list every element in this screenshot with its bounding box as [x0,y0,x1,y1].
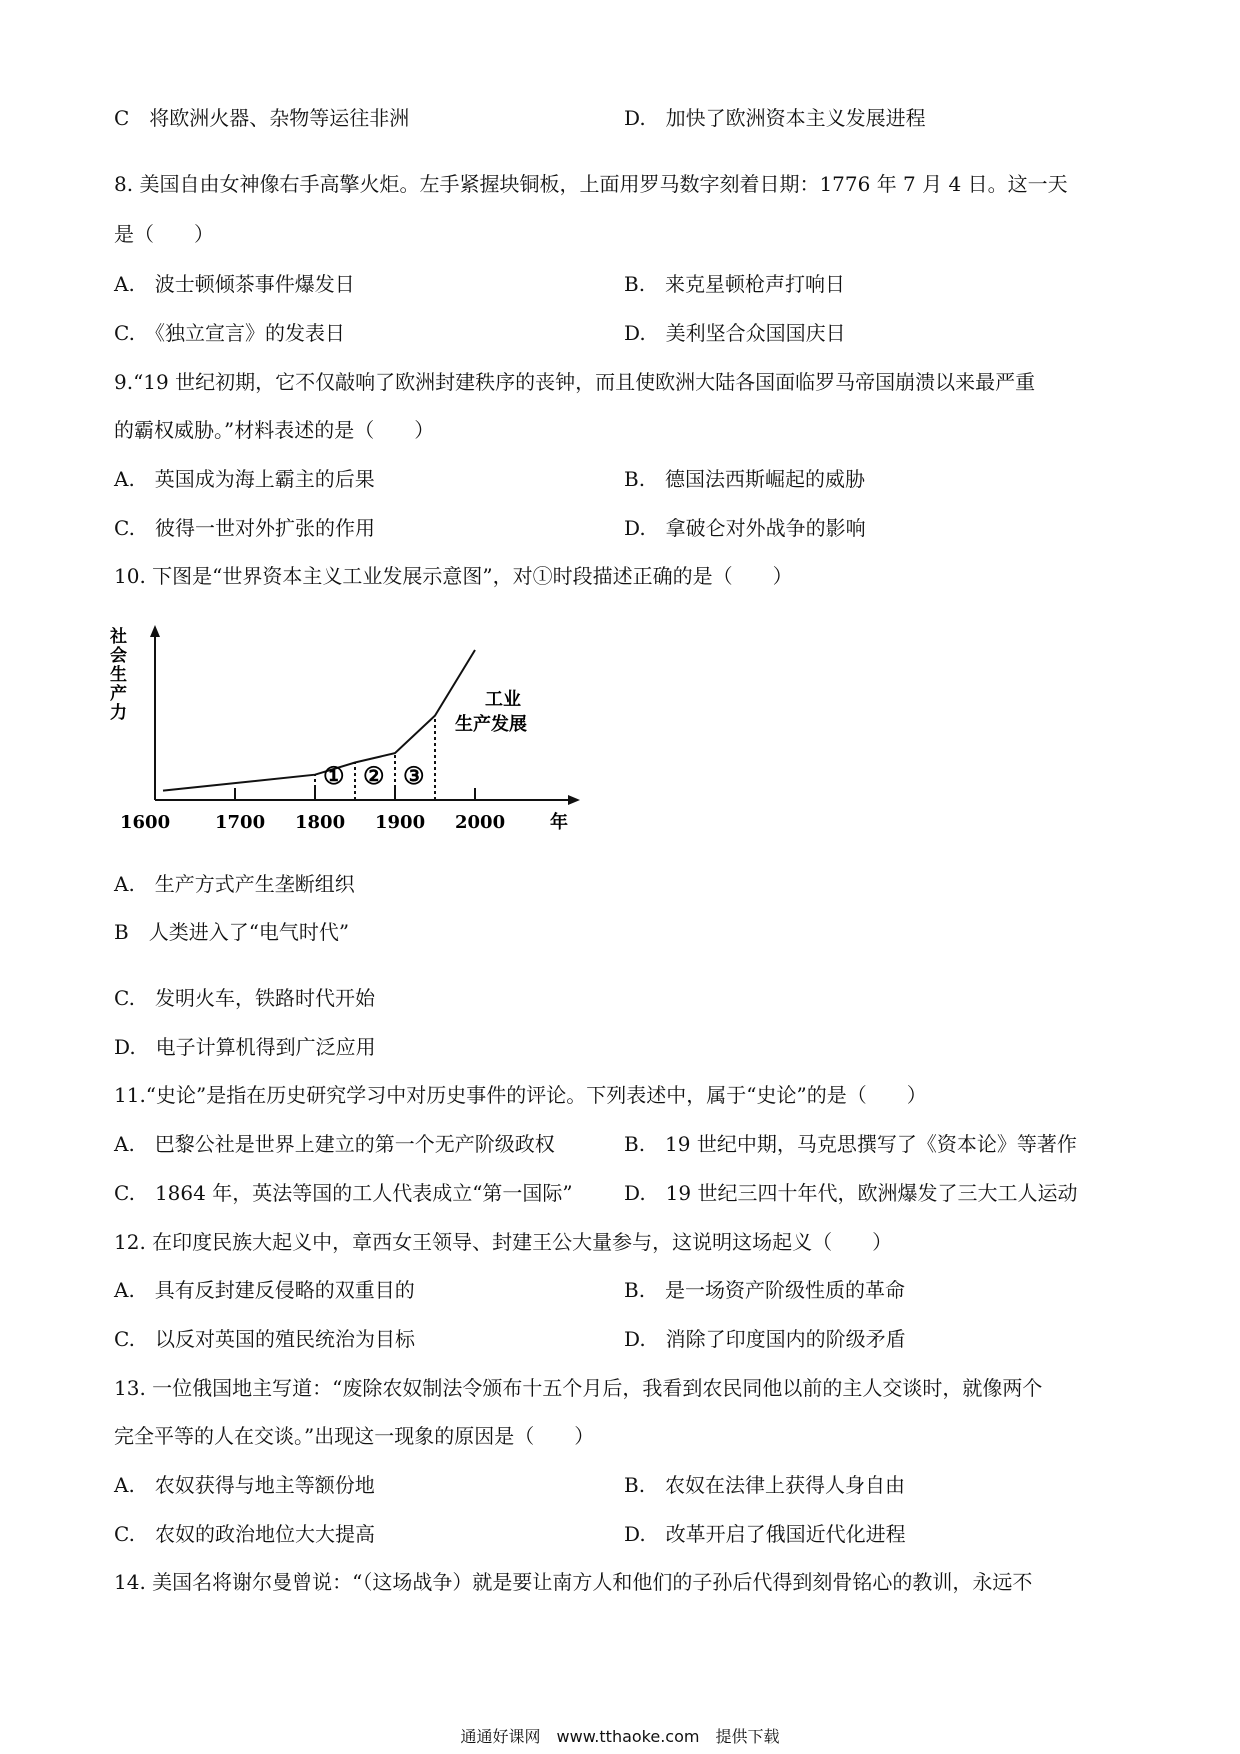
x-tick-label: 2000 [455,812,506,833]
q14-stem-line1: 14. 美国名将谢尔曼曾说：“（这场战争）就是要让南方人和他们的子孙后代得到刻骨铭心的教训，永远不 [114,1570,1033,1594]
q13-option-d: D. 改革开启了俄国近代化进程 [624,1522,906,1546]
y-axis-label-char: 社 [110,627,127,647]
q8-option-b: B. 来克星顿枪声打响日 [624,272,846,296]
q9-stem-line2: 的霸权威胁。”材料表述的是（ ） [114,418,435,442]
q12-stem: 12. 在印度民族大起义中，章西女王领导、封建王公大量参与，这说明这场起义（ ） [114,1230,893,1254]
page-footer: 通通好课网 www.tthaoke.com 提供下载 [460,1727,780,1746]
x-tick-label: 1700 [215,812,266,833]
chart-line [163,650,475,791]
q10-option-b: B 人类进入了“电气时代” [114,920,350,944]
curve-label-line2: 生产发展 [455,714,527,735]
x-tick-label: 1800 [295,812,346,833]
q13-option-b: B. 农奴在法律上获得人身自由 [624,1473,906,1497]
chart-labels [110,626,527,790]
q12-option-b: B. 是一场资产阶级性质的革命 [624,1278,906,1302]
y-axis-arrow [150,625,160,637]
period-label: ② [363,761,385,790]
curve-label-line1: 工业 [485,689,521,710]
y-axis-label-char: 生 [110,665,127,685]
q10-option-a: A. 生产方式产生垄断组织 [114,872,355,896]
q9-option-a: A. 英国成为海上霸主的后果 [114,467,375,491]
q13-stem-line1: 13. 一位俄国地主写道：“废除农奴制法令颁布十五个月后，我看到农民同他以前的主人交谈时，就像两个 [114,1376,1043,1400]
y-axis-label-char: 产 [110,684,127,704]
q8-option-d: D. 美利坚合众国国庆日 [624,321,846,345]
q10-stem: 10. 下图是“世界资本主义工业发展示意图”，对①时段描述正确的是（ ） [114,564,793,588]
period-label: ① [323,761,345,790]
q11-option-c: C. 1864 年，英法等国的工人代表成立“第一国际” [114,1181,573,1205]
q9-option-c: C. 彼得一世对外扩张的作用 [114,516,375,540]
q9-stem-line1: 9.“19 世纪初期，它不仅敲响了欧洲封建秩序的丧钟，而且使欧洲大陆各国面临罗马帝国崩溃以来最严重 [114,370,1036,394]
q7-option-d: D. 加快了欧洲资本主义发展进程 [624,106,926,130]
x-axis-arrow [568,795,580,805]
q7-option-c: C 将欧洲火器、杂物等运往非洲 [114,106,410,130]
q8-option-a: A. 波士顿倾茶事件爆发日 [114,272,355,296]
q9-option-b: B. 德国法西斯崛起的威胁 [624,467,866,491]
q11-option-a: A. 巴黎公社是世界上建立的第一个无产阶级政权 [114,1132,555,1156]
q10-option-c: C. 发明火车，铁路时代开始 [114,986,375,1010]
q13-stem-line2: 完全平等的人在交谈。”出现这一现象的原因是（ ） [114,1424,595,1448]
q12-option-c: C. 以反对英国的殖民统治为目标 [114,1327,415,1351]
q11-stem: 11.“史论”是指在历史研究学习中对历史事件的评论。下列表述中，属于“史论”的是（ ） [114,1083,927,1107]
q11-option-d: D. 19 世纪三四十年代，欧洲爆发了三大工人运动 [624,1181,1078,1205]
q13-option-a: A. 农奴获得与地主等额份地 [114,1473,375,1497]
x-tick-label: 1600 [120,812,171,833]
chart-ticks [120,788,568,833]
industry-development-chart [110,620,590,845]
q12-option-a: A. 具有反封建反侵略的双重目的 [114,1278,415,1302]
q10-option-d: D. 电子计算机得到广泛应用 [114,1035,376,1059]
y-axis-label-char: 力 [110,703,127,723]
q13-option-c: C. 农奴的政治地位大大提高 [114,1522,375,1546]
q8-option-c: C. 《独立宣言》的发表日 [114,321,345,345]
production-curve [163,650,475,791]
y-axis-label-char: 会 [110,646,127,666]
period-label: ③ [403,761,425,790]
q8-stem-line2: 是（ ） [114,222,214,246]
x-tick-label: 1900 [375,812,426,833]
q8-stem-line1: 8. 美国自由女神像右手高擎火炬。左手紧握块铜板，上面用罗马数字刻着日期：1776 年 7 月 4 日。这一天 [114,172,1068,196]
q11-option-b: B. 19 世纪中期，马克思撰写了《资本论》等著作 [624,1132,1077,1156]
q9-option-d: D. 拿破仑对外战争的影响 [624,516,866,540]
q12-option-d: D. 消除了印度国内的阶级矛盾 [624,1327,906,1351]
x-axis-label: 年 [550,812,568,833]
